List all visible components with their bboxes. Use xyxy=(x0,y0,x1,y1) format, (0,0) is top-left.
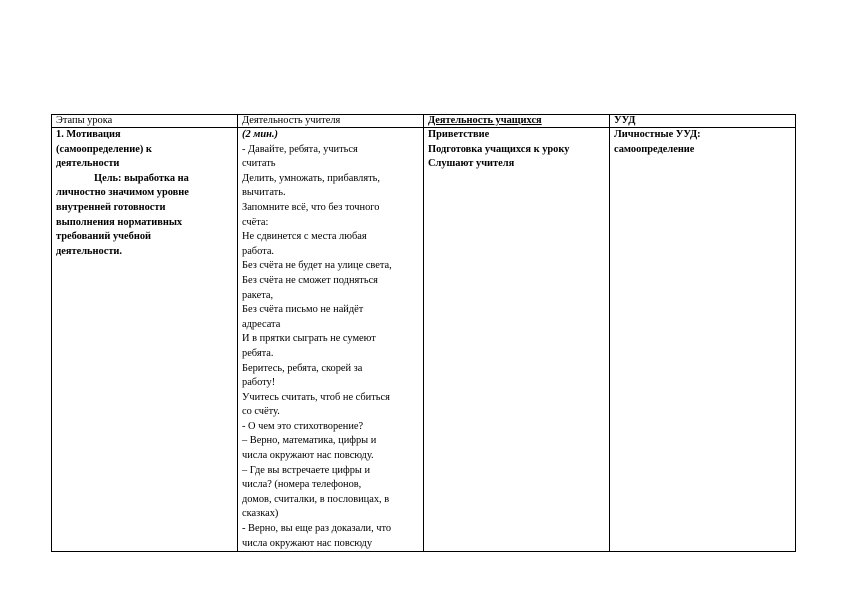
teacher-line: Запомните всё, что без точного xyxy=(242,201,380,213)
stage-title-line: 1. Мотивация xyxy=(56,129,121,140)
teacher-line: Беритесь, ребята, скорей за xyxy=(242,362,363,374)
student-activity-cell xyxy=(424,128,610,552)
goal-line: требований учебной xyxy=(56,231,152,243)
student-line: Слушают учителя xyxy=(428,158,515,170)
student-line: Приветствие xyxy=(428,129,490,140)
stage-cell xyxy=(52,128,238,552)
goal-text: выработка на xyxy=(121,172,189,184)
teacher-line: числа окружают нас повсюду xyxy=(242,537,373,549)
teacher-line: вычитать. xyxy=(242,187,286,199)
teacher-line: домов, считалки, в пословицах, в xyxy=(242,493,390,505)
teacher-line: - Давайте, ребята, учиться xyxy=(242,143,358,155)
goal-label: Цель: xyxy=(94,172,122,184)
lesson-plan-table xyxy=(51,114,796,552)
goal-line: выполнения нормативных xyxy=(56,216,183,228)
goal-line: личностно значимом уровне xyxy=(56,187,189,199)
teacher-activity-cell xyxy=(238,128,424,552)
teacher-line: со счёту. xyxy=(242,406,280,418)
uud-line: самоопределение xyxy=(614,143,695,155)
student-line: Подготовка учащихся к уроку xyxy=(428,143,570,155)
teacher-line: числа? (номера телефонов, xyxy=(242,479,362,491)
stage-title-line: деятельности xyxy=(56,158,120,170)
teacher-line: – Где вы встречаете цифры и xyxy=(242,464,371,476)
teacher-line: работа. xyxy=(242,245,275,257)
teacher-line: - О чем это стихотворение? xyxy=(242,420,364,432)
time-label: (2 мин.) xyxy=(242,129,278,140)
teacher-line: Делить, умножать, прибавлять, xyxy=(242,172,380,184)
uud-line: Личностные УУД: xyxy=(614,129,701,140)
teacher-line: числа окружают нас повсюду. xyxy=(242,450,374,462)
teacher-line: сказках) xyxy=(242,508,279,520)
teacher-line: Без счёта письмо не найдёт xyxy=(242,304,364,316)
teacher-line: – Верно, математика, цифры и xyxy=(242,435,377,447)
teacher-line: счёта: xyxy=(242,216,269,228)
teacher-line: адресата xyxy=(242,318,281,330)
table-header-row xyxy=(52,115,796,128)
teacher-line: - Верно, вы еще раз доказали, что xyxy=(242,523,392,535)
teacher-text xyxy=(242,143,419,552)
stage-title-line: (самоопределение) к xyxy=(56,143,152,155)
header-student-activity: Деятельность учащихся xyxy=(424,115,610,128)
uud-cell xyxy=(610,128,796,552)
header-teacher-activity: Деятельность учителя xyxy=(238,115,424,128)
header-uud: УУД xyxy=(610,115,796,128)
teacher-line: работу! xyxy=(242,377,276,389)
teacher-line: ракета, xyxy=(242,289,274,301)
teacher-line: Учитесь считать, чтоб не сбиться xyxy=(242,391,390,403)
goal-line: деятельности. xyxy=(56,245,123,257)
teacher-line: ребята. xyxy=(242,347,274,359)
teacher-line: Не сдвинется с места любая xyxy=(242,231,367,243)
teacher-line: считать xyxy=(242,158,276,170)
teacher-line: И в прятки сыграть не сумеют xyxy=(242,333,376,345)
teacher-line: Без счёта не сможет подняться xyxy=(242,274,378,286)
teacher-line: Без счёта не будет на улице света, xyxy=(242,260,392,272)
goal-line: внутренней готовности xyxy=(56,201,166,213)
table-row xyxy=(52,128,796,552)
header-stages: Этапы урока xyxy=(52,115,238,128)
